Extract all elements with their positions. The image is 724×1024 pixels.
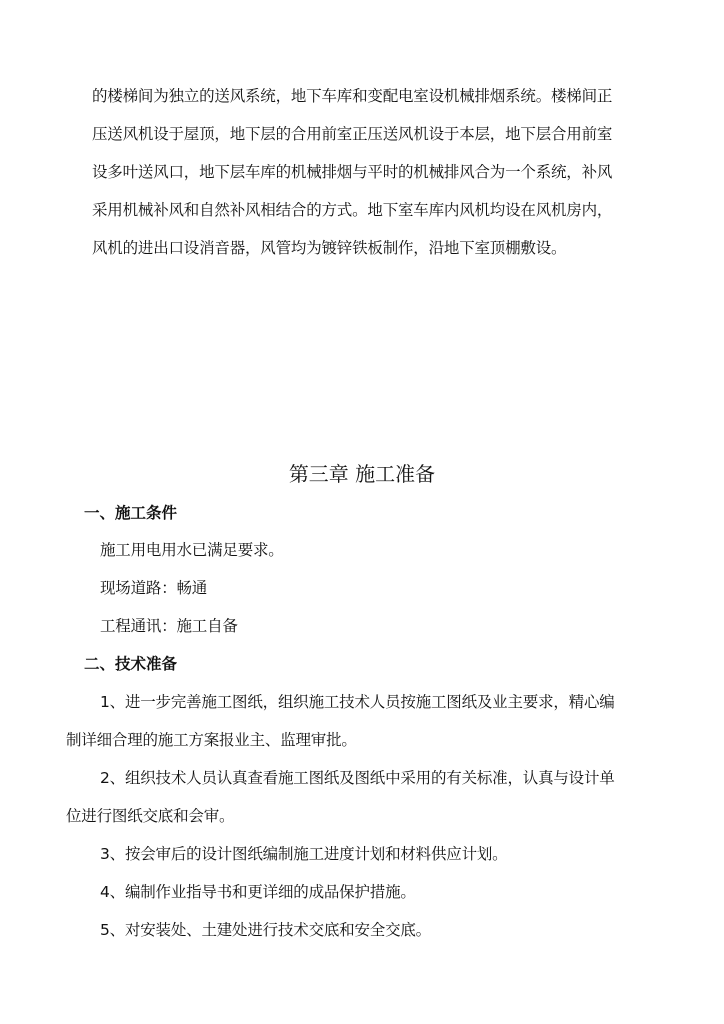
intro-line: 采用机械补风和自然补风相结合的方式。地下室车库内风机均设在风机房内， <box>92 201 613 219</box>
technical-item-line: 1、进一步完善施工图纸，组织施工技术人员按施工图纸及业主要求，精心编 <box>100 693 615 711</box>
section-heading-technical-preparation: 二、技术准备 <box>84 655 178 673</box>
condition-item: 工程通讯：施工自备 <box>100 617 238 635</box>
intro-paragraph <box>92 83 682 273</box>
intro-line: 设多叶送风口，地下层车库的机械排烟与平时的机械排风合为一个系统，补风 <box>92 163 613 181</box>
chapter-title: 第三章 施工准备 <box>288 462 436 486</box>
condition-item: 施工用电用水已满足要求。 <box>100 541 284 559</box>
technical-item-continuation: 制详细合理的施工方案报业主、监理审批。 <box>66 731 357 749</box>
section-heading-construction-conditions: 一、施工条件 <box>84 504 178 522</box>
technical-item-line: 4、编制作业指导书和更详细的成品保护措施。 <box>100 883 416 901</box>
intro-line: 压送风机设于屋顶，地下层的合用前室正压送风机设于本层，地下层合用前室 <box>92 125 613 143</box>
technical-item-line: 3、按会审后的设计图纸编制施工进度计划和材料供应计划。 <box>100 845 508 863</box>
technical-item-line: 5、对安装处、土建处进行技术交底和安全交底。 <box>100 921 431 939</box>
technical-item-continuation: 位进行图纸交底和会审。 <box>66 807 235 825</box>
technical-item-line: 2、组织技术人员认真查看施工图纸及图纸中采用的有关标准，认真与设计单 <box>100 769 615 787</box>
condition-item: 现场道路：畅通 <box>100 579 208 597</box>
intro-line: 风机的进出口设消音器，风管均为镀锌铁板制作，沿地下室顶棚敷设。 <box>92 239 567 257</box>
intro-line: 的楼梯间为独立的送风系统，地下车库和变配电室设机械排烟系统。楼梯间正 <box>92 87 613 105</box>
